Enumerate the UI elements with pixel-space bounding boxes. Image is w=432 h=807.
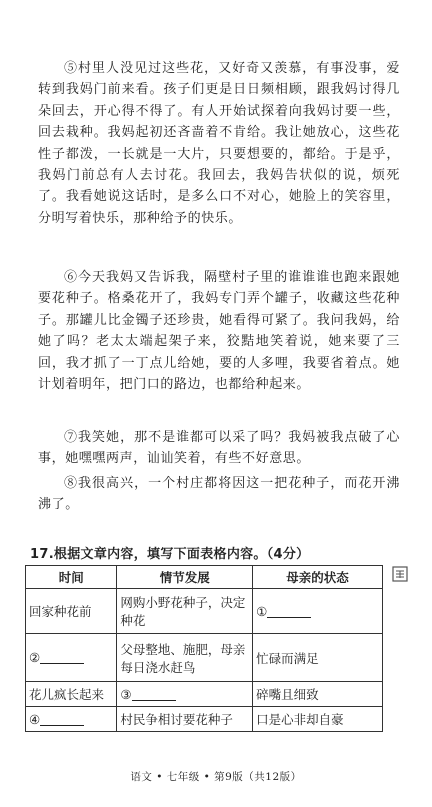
answer-blank[interactable] [132, 688, 176, 701]
cell-plot: 网购小野花种子，决定种花 [117, 589, 253, 634]
answer-blank[interactable] [40, 651, 84, 664]
cell-time [26, 634, 117, 682]
answer-blank[interactable] [40, 713, 84, 726]
cell-plot: 父母整地、施肥，母亲每日浇水赶鸟 [117, 634, 253, 682]
cell-time: 花儿疯长起来 [26, 682, 117, 707]
paragraph-7: ⑦我笑她，那不是谁都可以采了吗？我妈被我点破了心事，她嘿嘿两声，讪讪笑着，有些不好意思。 [38, 430, 400, 467]
cell-state: 口是心非却自豪 [253, 707, 383, 732]
table-row [26, 589, 383, 634]
cell-time: 回家种花前 [26, 589, 117, 634]
table-row [26, 707, 383, 732]
table-row [26, 682, 383, 707]
header-state: 母亲的状态 [253, 566, 383, 589]
paragraph-6: ⑥今天我妈又告诉我，隔壁村子里的谁谁谁也跑来跟她要花种子。格桑花开了，我妈专门弄个罐子，收藏这些花种子。那罐儿比金镯子还珍贵，她看得可紧了。我问我妈，给她了吗？老太太端起架子来，狡黠地笑着说，她来要了三回，我才抓了一丁点儿给她，要的人多哩，我要省着点。她计划着明年，把门口的路边，也都给种起来。 [38, 270, 400, 393]
question-17: 17.根据文章内容，填写下面表格内容。（4分） [30, 547, 310, 562]
blank-label: ② [29, 650, 41, 665]
paragraph-8: ⑧我很高兴，一个村庄都将因这一把花种子，而花开沸沸了。 [38, 476, 400, 513]
cell-plot: 村民争相讨要花种子 [117, 707, 253, 732]
cell-state: 忙碌而满足 [253, 634, 383, 682]
blank-label: ④ [29, 711, 41, 727]
page-footer: 语文 • 七年级 • 第9版（共12版） [130, 771, 302, 783]
cell-state: 碎嘴且细致 [253, 682, 383, 707]
cell-state [253, 589, 383, 634]
answer-table [25, 565, 383, 732]
cell-plot [117, 682, 253, 707]
header-time: 时间 [26, 566, 117, 589]
answer-blank[interactable] [267, 605, 311, 618]
table-expand-icon[interactable] [392, 566, 408, 582]
table-row [26, 634, 383, 682]
paragraph-5: ⑤村里人没见过这些花，又好奇又羡慕，有事没事，爱转到我妈门前来看。孩子们更是日日频相顾，跟我妈讨得几朵回去，开心得不得了。有人开始试探着向我妈讨要一些，回去栽种。我妈起初还吝啬着不肯给。我让她放心，这些花性子都泼，一长就是一大片，只要想要的，都给。于是乎，我妈门前总有人去讨花。我回去，我妈告状似的说，烦死了。我看她说这话时，是多么口不对心，她脸上的笑容里，分明写着快乐，那种给予的快乐。 [38, 61, 400, 226]
blank-label: ③ [120, 686, 132, 702]
cell-time [26, 707, 117, 732]
blank-label: ① [256, 603, 268, 619]
table-header-row [26, 566, 383, 589]
header-plot: 情节发展 [117, 566, 253, 589]
